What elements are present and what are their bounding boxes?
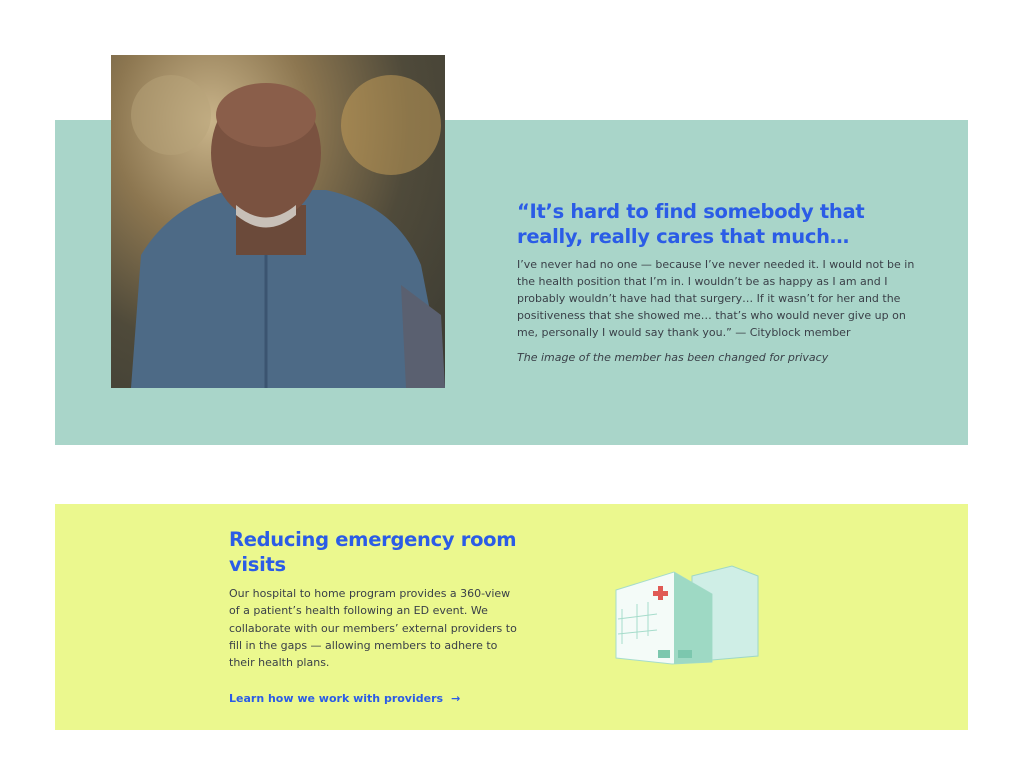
- testimonial-quote: [517, 199, 917, 366]
- quote-heading: “It’s hard to find somebody that really, really cares that much…: [517, 200, 865, 248]
- arrow-right-icon: →: [451, 692, 461, 706]
- member-photo: [111, 55, 445, 388]
- providers-link[interactable]: [229, 692, 460, 705]
- feature-heading: Reducing emergency room visits: [229, 528, 517, 576]
- hospital-illustration-icon: [612, 564, 760, 668]
- quote-body: I’ve never had no one — because I’ve never needed it. I would not be in the health position that I’m in. I wouldn’t be as happy as I am and I probably wouldn’t have had that surgery… If it wasn’t for her and the positiveness that she showed me… that’s who would never give up on me, personally I would say thank you.” — Cityblock member: [517, 258, 915, 339]
- feature-body: Our hospital to home program provides a 360-view of a patient’s health following an ED event. We collaborate with our members’ external providers to fill in the gaps — allowing members to adhere to their health plans.: [229, 587, 517, 670]
- member-portrait-image: [111, 55, 445, 388]
- privacy-note: The image of the member has been changed for privacy: [517, 351, 829, 364]
- providers-link-label: Learn how we work with providers: [229, 692, 444, 706]
- feature-content: [229, 527, 519, 706]
